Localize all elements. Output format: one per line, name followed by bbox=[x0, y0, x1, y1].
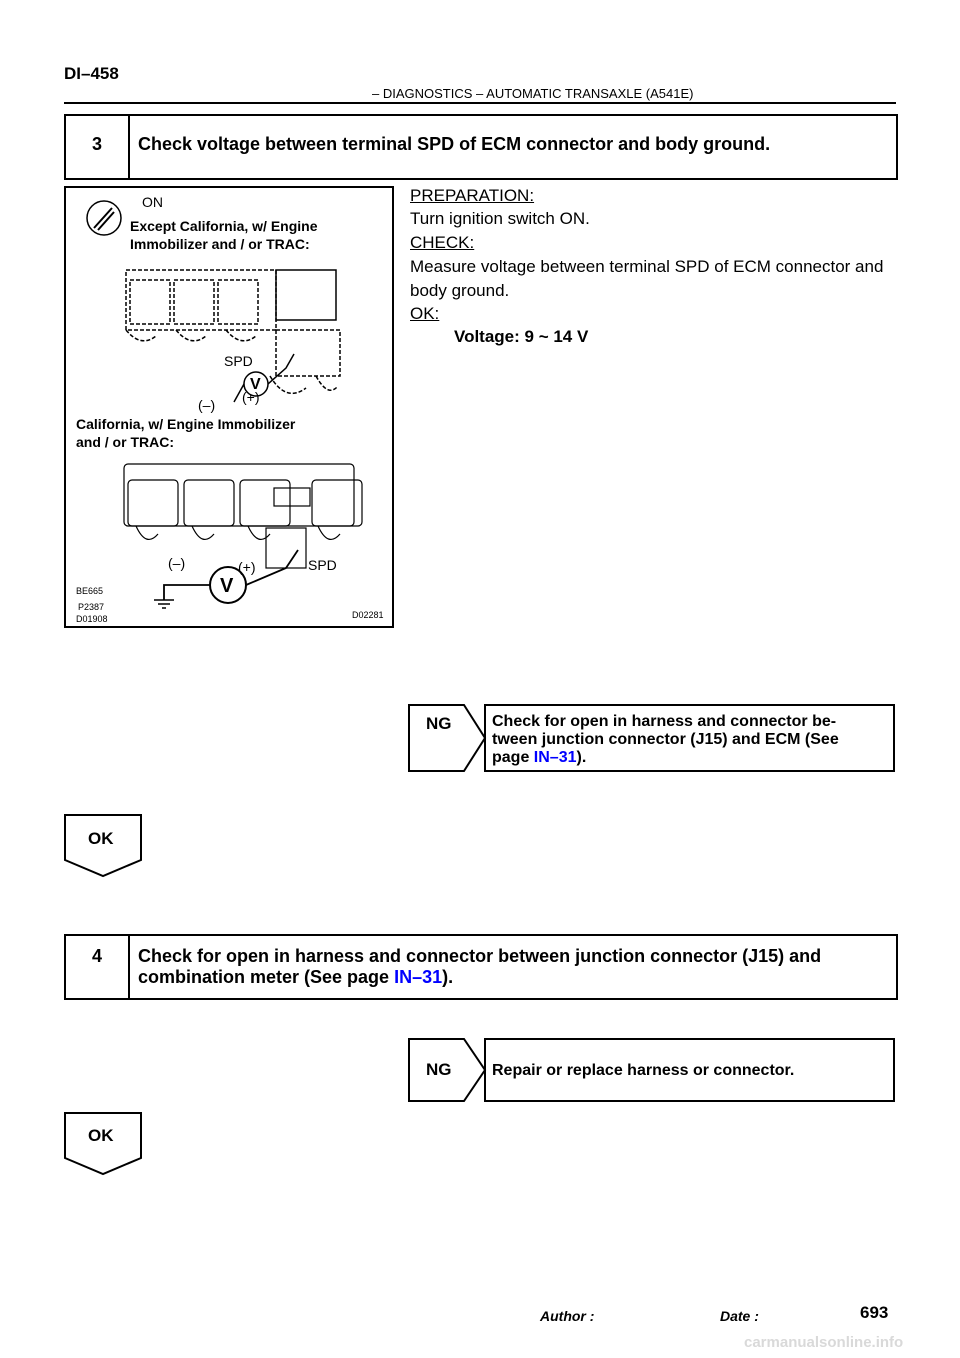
date-label: Date : bbox=[720, 1308, 759, 1324]
step-4-title-line-1: Check for open in harness and connector between junction connector (J15) and bbox=[138, 946, 822, 966]
ok-tag-1: OK bbox=[88, 829, 114, 848]
step-4-title bbox=[130, 936, 896, 998]
caption-top-2: Immobilizer and / or TRAC: bbox=[130, 236, 310, 252]
page-code: DI–458 bbox=[64, 64, 119, 83]
ref-link-in-31-b[interactable]: IN–31 bbox=[394, 967, 443, 987]
preparation-text: Turn ignition switch ON. bbox=[410, 209, 590, 228]
header-divider bbox=[64, 102, 896, 104]
ecm-connector-bottom bbox=[124, 464, 362, 568]
spd-bottom-label: SPD bbox=[308, 557, 337, 573]
ng-tag-1: NG bbox=[426, 714, 452, 733]
figure-drawing bbox=[66, 188, 392, 626]
step-4-page-prefix: combination meter (See page bbox=[138, 967, 395, 987]
check-text-1: Measure voltage between terminal SPD of ECM connector and bbox=[410, 257, 884, 276]
page-number: 693 bbox=[860, 1303, 889, 1322]
ok-tag-2: OK bbox=[88, 1126, 114, 1145]
step-4-page-suffix: ). bbox=[442, 967, 454, 987]
plus-top-label: (+) bbox=[242, 389, 260, 405]
step-3-box bbox=[64, 114, 898, 180]
figure-code-2: P2387 bbox=[78, 602, 105, 612]
preparation-label: PREPARATION: bbox=[410, 186, 535, 205]
ng-action-1-page-prefix: page bbox=[492, 749, 534, 766]
step-3-title: Check voltage between terminal SPD of ECM connector and body ground. bbox=[138, 134, 771, 154]
check-label: CHECK: bbox=[410, 233, 475, 252]
ng-action-1-line-2: tween junction connector (J15) and ECM (See bbox=[492, 731, 839, 748]
ng-action-1-line-1: Check for open in harness and connector be- bbox=[492, 713, 837, 730]
voltmeter-bottom-symbol: V bbox=[220, 575, 234, 597]
ref-link-in-31-a[interactable]: IN–31 bbox=[533, 749, 577, 766]
ng-action-2-text: Repair or replace harness or connector. bbox=[492, 1062, 795, 1079]
check-text-2: body ground. bbox=[410, 281, 510, 300]
ng-action-1-page-suffix: ). bbox=[576, 749, 587, 766]
ng-action-box-1 bbox=[484, 704, 895, 772]
minus-top-label: (–) bbox=[198, 397, 216, 413]
ignition-key-icon bbox=[87, 201, 121, 235]
ng-action-1-line-3 bbox=[492, 749, 887, 767]
figure-code-3: D01908 bbox=[76, 614, 108, 624]
label-on: ON bbox=[142, 194, 163, 210]
ecm-connector-top bbox=[126, 270, 276, 341]
step-3-number: 3 bbox=[66, 116, 130, 178]
figure-code-1: BE665 bbox=[76, 586, 104, 596]
ng-action-box-2 bbox=[484, 1038, 895, 1102]
ok-criteria-label: OK: bbox=[410, 304, 440, 323]
plus-bottom-label: (+) bbox=[238, 559, 256, 575]
step-4-number: 4 bbox=[66, 936, 130, 998]
watermark-text: carmanualsonline.info bbox=[744, 1334, 904, 1351]
caption-bottom-1: California, w/ Engine Immobilizer bbox=[76, 416, 296, 432]
ecm-connector-top-right bbox=[270, 270, 340, 393]
author-label: Author : bbox=[540, 1308, 595, 1324]
voltmeter-top-symbol: V bbox=[250, 376, 261, 393]
minus-bottom-label: (–) bbox=[168, 555, 186, 571]
step-4-box bbox=[64, 934, 898, 1000]
figure-code-4: D02281 bbox=[352, 610, 384, 620]
wiring-figure bbox=[64, 186, 394, 628]
ok-criteria-value: Voltage: 9 ~ 14 V bbox=[454, 327, 589, 346]
spd-top-label: SPD bbox=[224, 353, 253, 369]
section-title: – DIAGNOSTICS – AUTOMATIC TRANSAXLE (A541E) bbox=[372, 86, 694, 101]
caption-bottom-2: and / or TRAC: bbox=[76, 434, 174, 450]
step-4-title-line-2 bbox=[138, 967, 888, 988]
ng-tag-2: NG bbox=[426, 1060, 452, 1079]
caption-top-1: Except California, w/ Engine bbox=[130, 218, 318, 234]
